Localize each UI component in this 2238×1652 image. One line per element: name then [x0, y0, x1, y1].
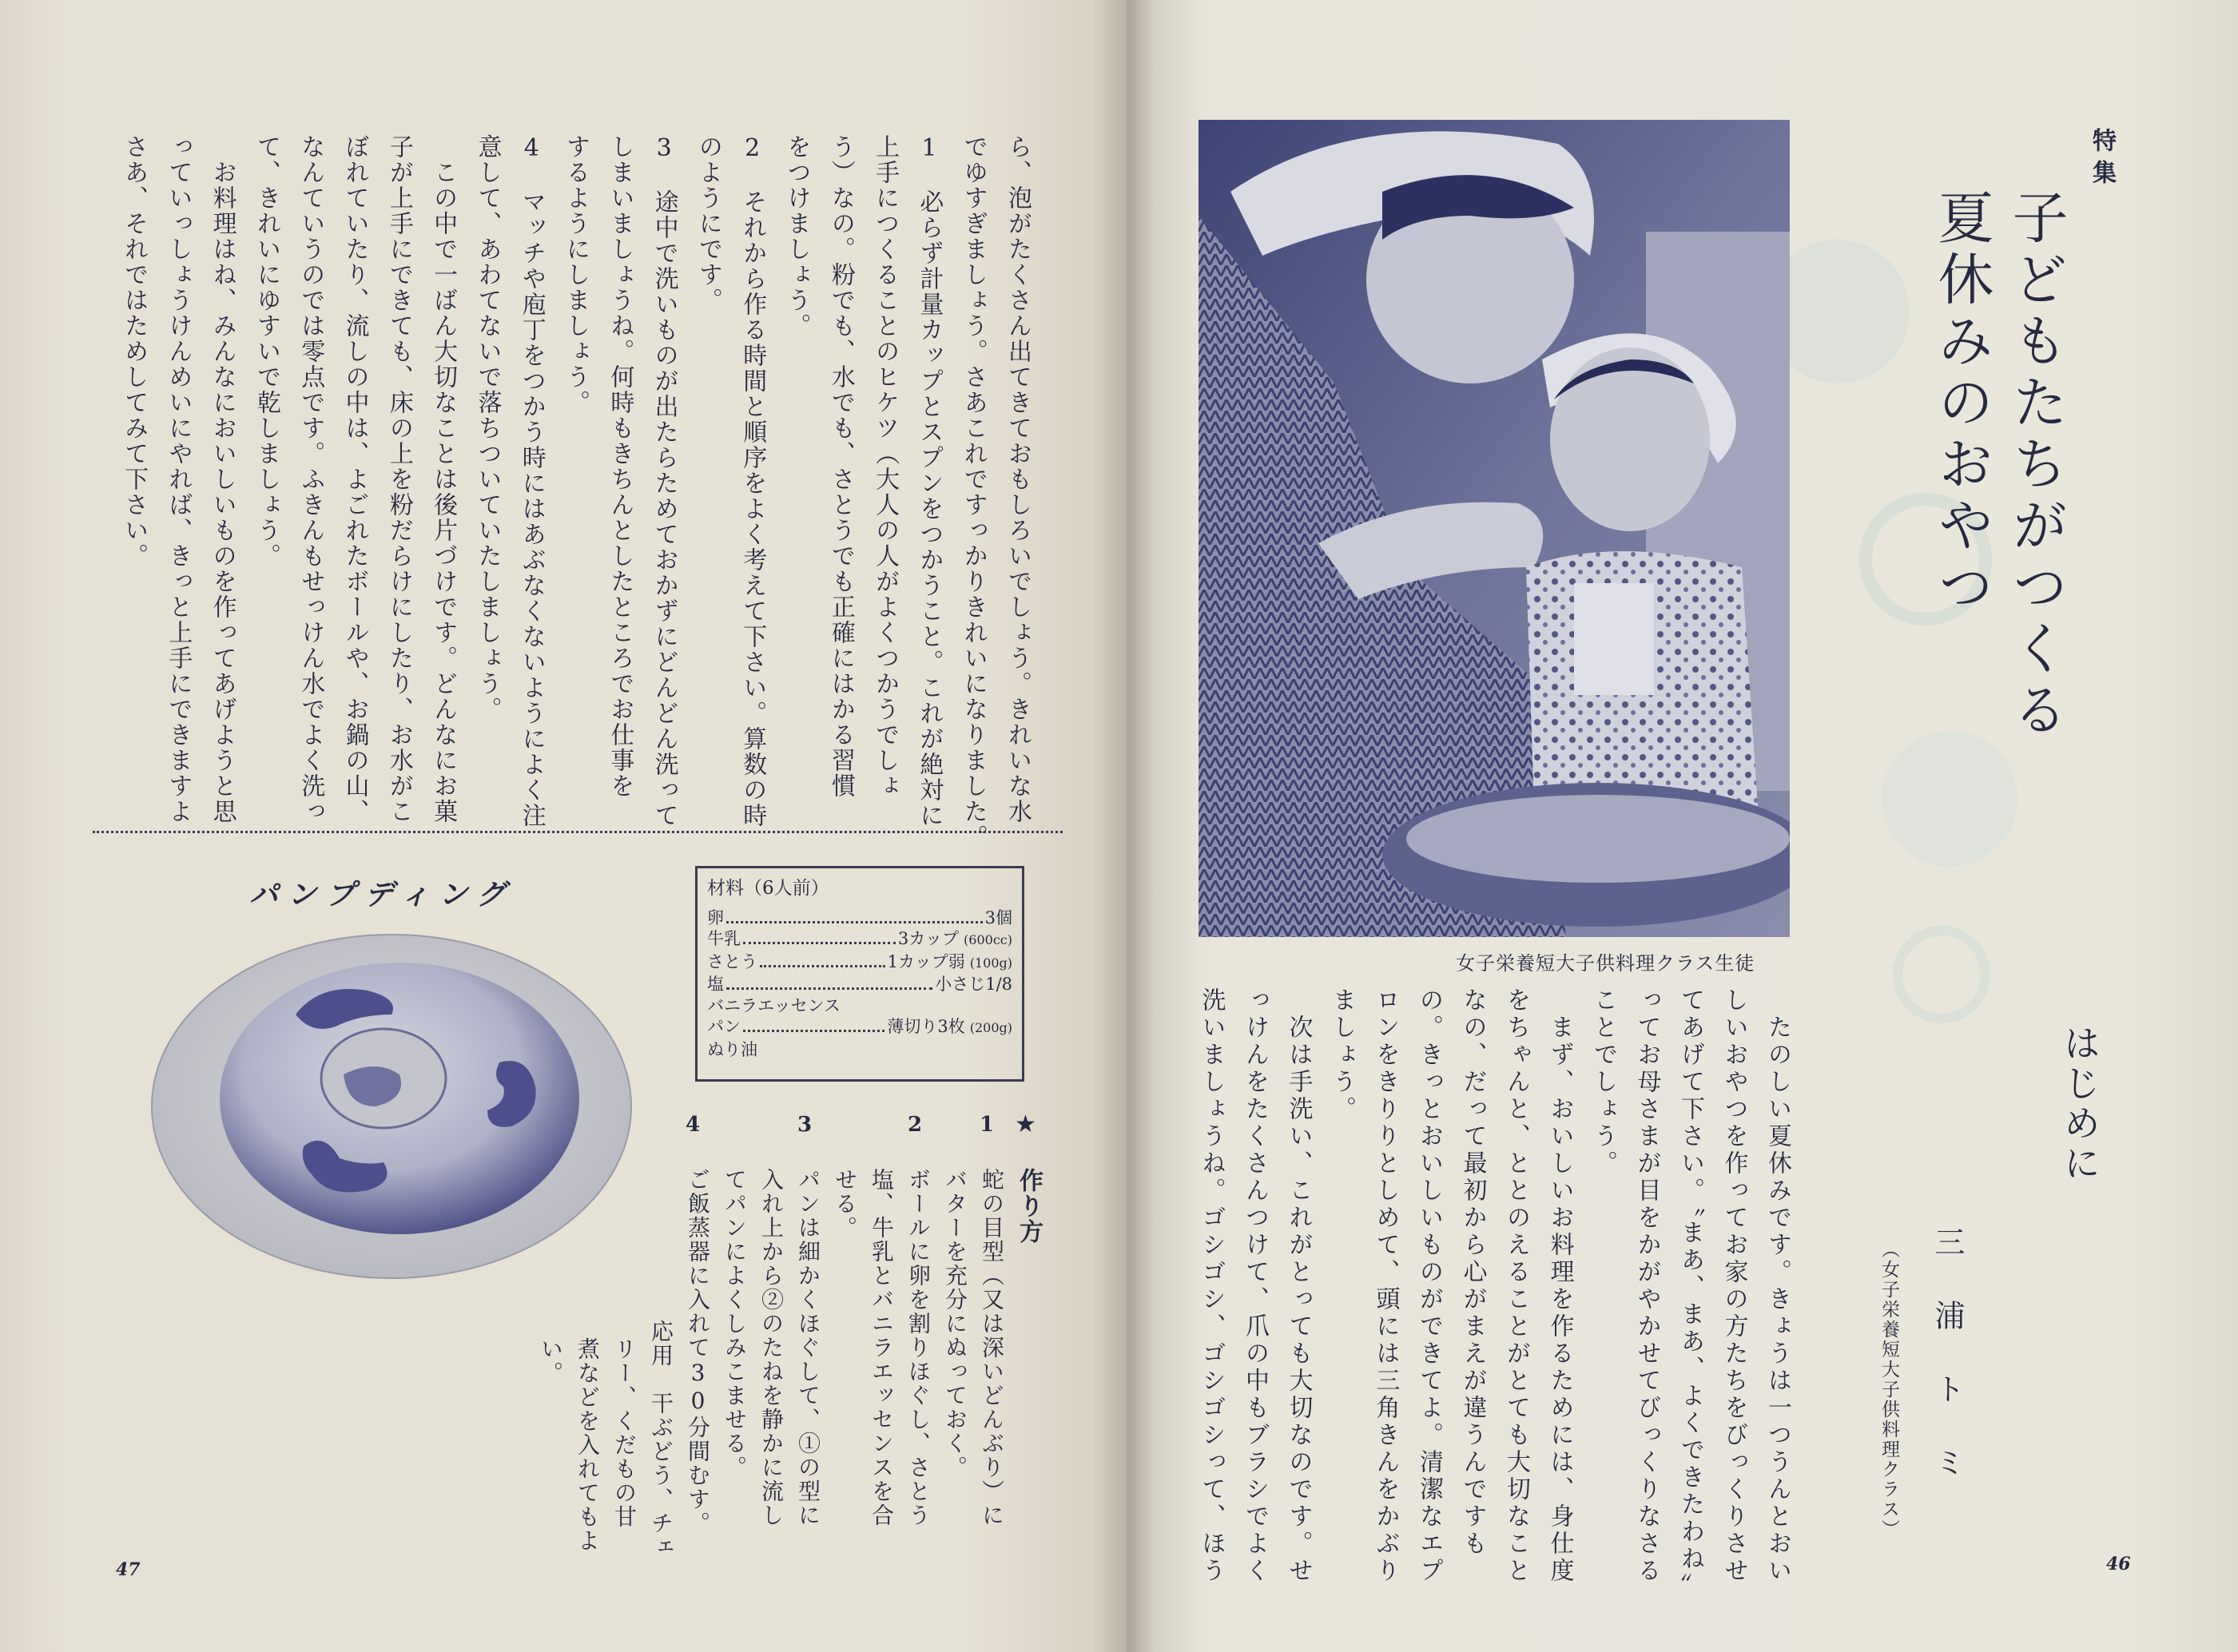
ingredient-name: 牛乳 — [707, 929, 741, 948]
ingredient-note: (600cc) — [964, 932, 1012, 947]
text-column: たのしい夏休みです。きょうは一つうんとおい — [1763, 1015, 1791, 1585]
ingredient-name: ぬり油 — [707, 1039, 757, 1059]
text-column: 意して、あわてないで落ちついていたしましょう。 — [473, 134, 502, 722]
step-number: 3 — [797, 1113, 813, 1137]
leader-dots — [743, 1030, 884, 1032]
author-affiliation: （女子栄養短大子供料理クラス） — [1878, 1240, 1899, 1539]
title-line-1: 子どもたちがつくる — [2003, 189, 2069, 742]
text-column: この中で一ばん大切なことは後片づけです。どんなにお菓 — [429, 160, 458, 824]
step-column: 蛇の目型（又は深いどんぶり）に — [979, 1168, 1005, 1527]
text-column: ましょう。 — [1328, 987, 1356, 1123]
step-number: 2 — [908, 1113, 923, 1137]
step-column: バターを充分にぬっておく。 — [942, 1168, 968, 1479]
text-column: ことでしょう。 — [1589, 987, 1617, 1177]
ingredient-quantity: 3カップ — [897, 929, 960, 948]
ingredient-name: バニラエッセンス — [707, 995, 841, 1015]
step-column: ご飯蒸器に入れて30分間むす。 — [685, 1168, 711, 1535]
step-column: 作り方 — [1015, 1168, 1043, 1245]
ingredient-name: 塩 — [707, 975, 724, 994]
text-column: 子が上手にできても、床の上を粉だらけにしたり、お水がこ — [384, 134, 413, 824]
text-column: 次は手洗い、これがとっても大切なのです。せ — [1284, 1015, 1313, 1585]
text-column: てあげて下さい。〝まあ、まあ、よくできたわね〟 — [1676, 987, 1704, 1600]
text-column: なんていうのでは零点です。ふきんもせっけん水でよく洗っ — [296, 134, 325, 824]
leader-dots — [760, 965, 885, 967]
text-column: でゆすぎましょう。さあこれですっかりきれいになりました。 — [959, 134, 988, 850]
text-column: さあ、それではためしてみて下さい。 — [120, 134, 149, 569]
step-number: 1 — [980, 1113, 995, 1137]
text-column: のようにです。 — [694, 134, 722, 313]
text-column: をちゃんと、ととのえることがとても大切なこと — [1502, 987, 1530, 1585]
text-column: 上手につくることのヒケツ（大人の人がよくつかうでしょ — [871, 134, 900, 799]
section-heading: はじめに — [2058, 1024, 2101, 1184]
step-number: 4 — [686, 1113, 701, 1137]
step-column: 入れ上から②のたねを静かに流し — [758, 1168, 785, 1527]
ingredients-list — [707, 907, 1012, 1061]
text-column: 3 途中で洗いものが出たらためておかずにどんどん洗って — [650, 134, 678, 828]
step-column: リー、くだもの甘 — [611, 1337, 638, 1529]
text-column: しまいましょうね。何時もきちんとしたところでお仕事を — [606, 134, 634, 799]
step-column: ボールに卵を割りほぐし、さとう — [905, 1168, 932, 1527]
text-column: ぼれていたり、流しの中は、よごれたボールや、お鍋の山、 — [340, 134, 369, 824]
ingredient-row — [707, 1016, 1012, 1039]
text-column: まず、おいしいお料理を作るためには、身仕度 — [1545, 1015, 1574, 1585]
text-column: う）なの。粉でも、水でも、さとうでも正確にはかる習慣 — [826, 134, 855, 799]
recipe-steps — [532, 1168, 1047, 1559]
text-column: て、きれいにゆすいで乾しましょう。 — [252, 134, 280, 569]
step-column: パンは細かくほぐして、①の型に — [795, 1168, 821, 1527]
leader-dots — [726, 987, 932, 990]
text-column: ら、泡がたくさん出てきておもしろいでしょう。きれいな水 — [1004, 134, 1032, 824]
text-column: っけんをたくさんつけて、爪の中もブラシでよく — [1241, 987, 1269, 1585]
text-column: するようにしましょう。 — [562, 134, 590, 415]
ingredient-row — [707, 928, 1012, 951]
recipe-title: パンプディング — [249, 879, 515, 911]
text-column: お料理はね、みんなにおいしいものを作ってあげようと思 — [208, 160, 237, 824]
ingredient-name: 卵 — [707, 907, 724, 927]
step-column: 応用 干ぶどう、チェ — [648, 1320, 674, 1559]
text-column: なの、だって最初から心がまえが違うんですも — [1458, 987, 1487, 1558]
title-line-2: 夏休みのおやつ — [1929, 189, 1994, 619]
ingredient-row — [707, 974, 1012, 995]
dotted-divider — [93, 831, 1063, 833]
ingredients-title: 材料（6人前） — [707, 878, 829, 899]
children-cooking-photo — [1199, 120, 1790, 937]
step-column: い。 — [538, 1337, 564, 1385]
text-column: しいおやつを作ってお家の方たちをびっくりさせ — [1719, 987, 1748, 1585]
text-column: ロンをきりりとしめて、頭には三角きんをかぶり — [1371, 987, 1400, 1585]
ingredients-box — [695, 866, 1024, 1082]
ingredient-note: (200g) — [969, 1020, 1012, 1035]
ingredient-row — [707, 951, 1012, 975]
step-column: てパンによくしみこませる。 — [721, 1168, 748, 1479]
ingredient-name: さとう — [707, 951, 757, 971]
text-column: 2 それから作る時間と順序をよく考えて下さい。算数の時 — [738, 134, 767, 828]
ingredient-quantity: 薄切り3枚 — [887, 1017, 965, 1036]
text-column: 1 必らず計量カップとスプンをつかうこと。これが絶対に — [915, 134, 944, 828]
photo-caption: 女子栄養短大子供料理クラス生徒 — [1456, 952, 1755, 975]
left-body-text — [111, 134, 1039, 850]
text-column: ってお母さまが目をかがやかせてびっくりなさる — [1632, 987, 1661, 1585]
ingredient-row — [707, 907, 1012, 929]
text-column: の。きっとおいしいものができてよ。清潔なエプ — [1415, 987, 1443, 1585]
ingredient-row — [707, 995, 1012, 1017]
leader-dots — [726, 921, 983, 923]
text-column: 洗いましょうね。ゴシゴシ、ゴシゴシって、ほう — [1197, 987, 1226, 1585]
right-body-text — [1189, 987, 1799, 1600]
ingredient-quantity: 1カップ弱 — [887, 951, 965, 971]
text-column: っていっしょうけんめいにやれば、きっと上手にできますよ — [164, 134, 193, 824]
step-column: せる。 — [832, 1168, 858, 1240]
step-column: 塩、牛乳とバニラエッセンスを合 — [869, 1168, 895, 1527]
ingredient-name: パン — [707, 1017, 741, 1036]
text-column: 4 マッチや庖丁をつかう時にはあぶなくないようによく注 — [517, 134, 546, 828]
ingredient-row — [707, 1039, 1012, 1061]
ingredient-note: (100g) — [969, 955, 1012, 971]
text-column: をつけましょう。 — [782, 134, 811, 339]
star-icon: ★ — [1015, 1110, 1036, 1138]
page-number: 46 — [2106, 1554, 2131, 1575]
step-column: 煮などを入れてもよ — [574, 1337, 601, 1553]
author-name: 三浦トミ — [1930, 1226, 1965, 1520]
ingredient-quantity: 3個 — [984, 907, 1012, 927]
ingredient-quantity: 小さじ1/8 — [935, 975, 1012, 994]
feature-label: 特集 — [2088, 128, 2116, 192]
leader-dots — [743, 942, 896, 944]
page-number: 47 — [116, 1559, 141, 1580]
